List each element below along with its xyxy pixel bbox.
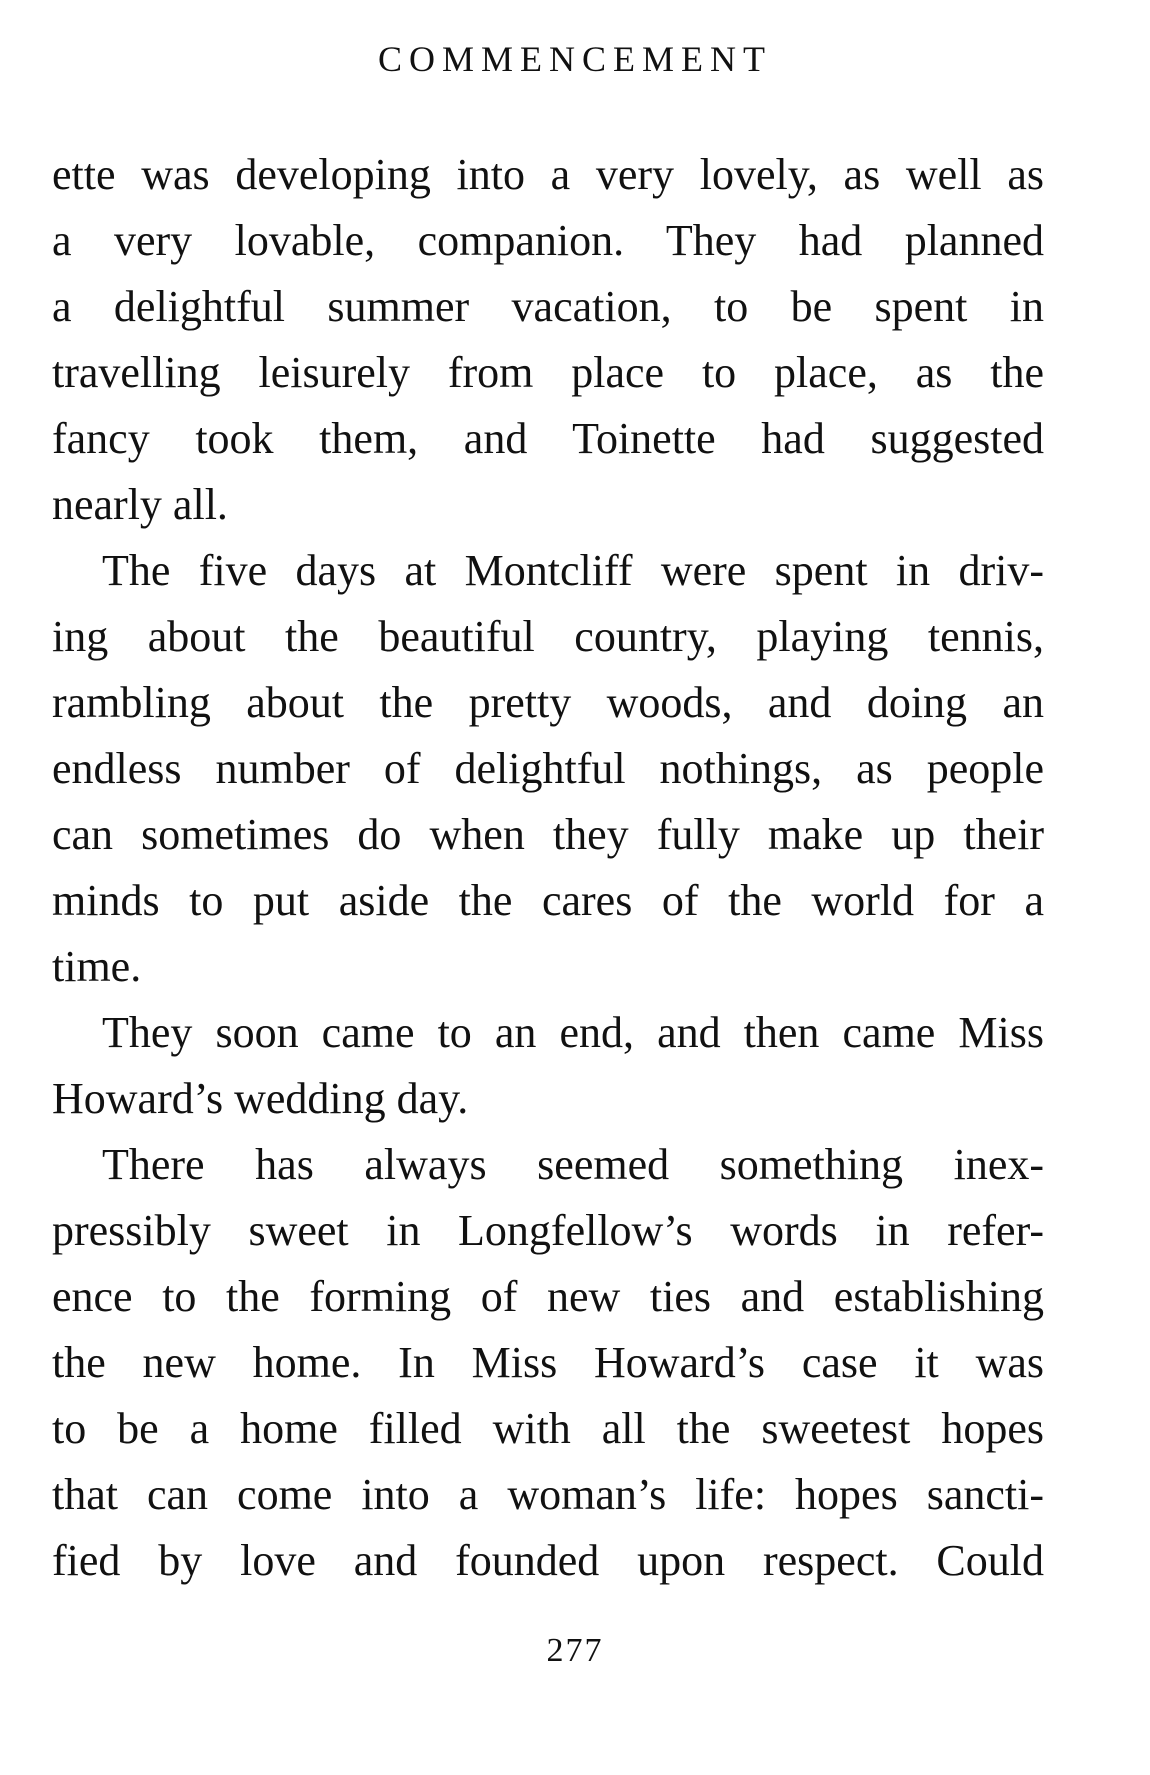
paragraph-1 [52,142,1044,538]
text-line: fied by love and founded upon respect. Could [52,1536,1044,1585]
text-line: a delightful summer vacation, to be spent in [52,282,1044,331]
text-line: a very lovable, companion. They had planned [52,216,1044,265]
text-line: nearly all. [52,480,228,529]
text-line: They soon came to an end, and then came Miss [102,1008,1044,1057]
text-line: can sometimes do when they fully make up their [52,810,1044,859]
body-text [52,142,1044,1594]
text-line: to be a home filled with all the sweetest hopes [52,1404,1044,1453]
page-number: 277 [546,1632,604,1669]
text-line: rambling about the pretty woods, and doing an [52,678,1044,727]
text-line: fancy took them, and Toinette had suggested [52,414,1044,463]
text-line: ence to the forming of new ties and establishing [52,1272,1044,1321]
text-line: ing about the beautiful country, playing tennis, [52,612,1044,661]
text-line: There has always seemed something inex- [102,1140,1044,1189]
text-line: pressibly sweet in Longfellow’s words in refer- [52,1206,1044,1255]
paragraph-3 [52,1000,1044,1132]
text-line: that can come into a woman’s life: hopes sancti- [52,1470,1044,1519]
text-line: travelling leisurely from place to place, as the [52,348,1044,397]
text-line: minds to put aside the cares of the world for a [52,876,1044,925]
running-head: COMMENCEMENT [377,39,772,79]
text-line: Howard’s wedding day. [52,1074,469,1123]
text-line: endless number of delightful nothings, as people [52,744,1044,793]
text-line: time. [52,942,142,991]
paragraph-4 [52,1132,1044,1594]
text-line: ette was developing into a very lovely, as well as [52,150,1044,199]
text-line: The five days at Montcliff were spent in driv- [102,546,1044,595]
paragraph-2 [52,538,1044,1000]
text-line: the new home. In Miss Howard’s case it was [52,1338,1044,1387]
